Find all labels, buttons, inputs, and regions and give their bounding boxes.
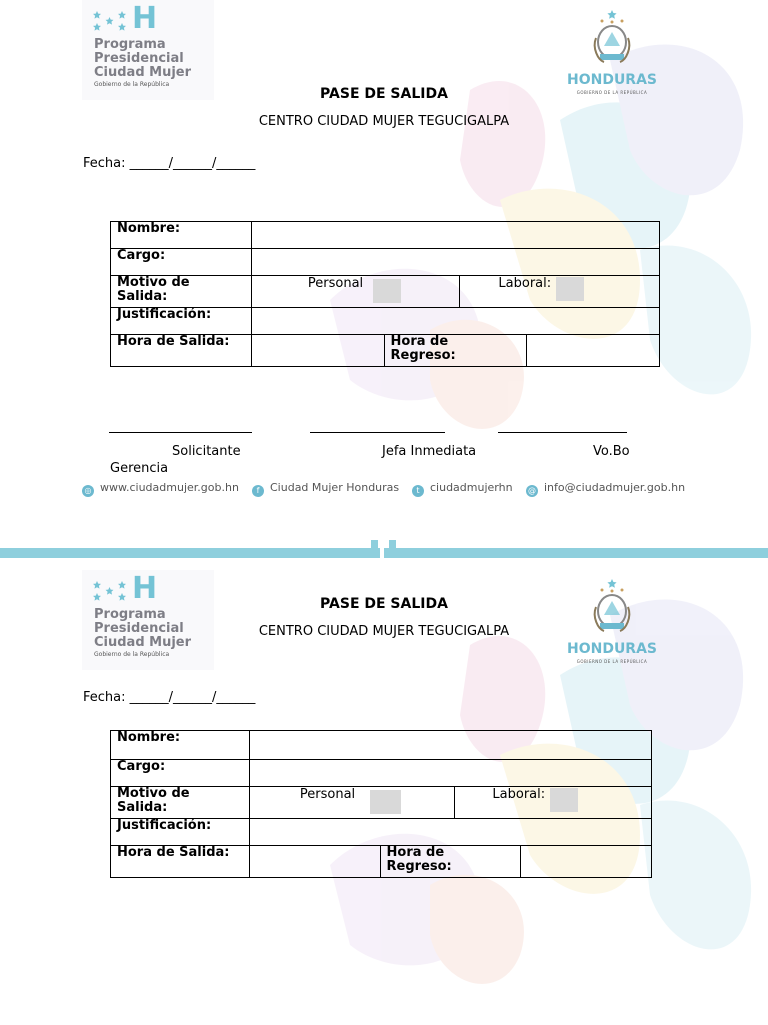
signature-label-vobo: Vo.Bo [593, 444, 630, 459]
footer-twitter-text: ciudadmujerhn [430, 481, 513, 494]
form2-justificacion-field[interactable] [249, 819, 651, 846]
form1-laboral-checkbox[interactable] [556, 277, 584, 301]
logo-text-line2: Presidencial [94, 51, 184, 66]
form1-motivo-line1: Motivo de [117, 275, 190, 290]
signature-line-vobo[interactable] [498, 432, 627, 433]
form1-row-horas [111, 335, 660, 367]
page-divider [0, 548, 768, 558]
form1-hora-regreso-label [384, 335, 527, 367]
form2-subtitle: CENTRO CIUDAD MUJER TEGUCIGALPA [258, 624, 510, 639]
form1-justificacion-label: Justificación: [111, 308, 252, 335]
form2-table [110, 730, 652, 878]
form2-personal-cell [249, 787, 455, 819]
signature-label-jefa: Jefa Inmediata [382, 444, 477, 459]
form2-hora-regreso-field[interactable] [521, 846, 652, 878]
form1-personal-cell [251, 276, 460, 308]
form2-row-motivo [111, 787, 652, 819]
twitter-icon: t [412, 485, 424, 497]
form2-hora-regreso-line1: Hora de [386, 845, 445, 860]
signature-label-gerencia: Gerencia [110, 461, 169, 476]
form2-personal-label: Personal [299, 787, 356, 802]
form2-motivo-label [111, 787, 250, 819]
form2-hora-salida-field[interactable] [249, 846, 380, 878]
email-icon: @ [528, 486, 536, 495]
stars-icon [92, 8, 132, 34]
form1-hora-salida-field[interactable] [251, 335, 384, 367]
logo-text-line2: Presidencial [94, 621, 184, 636]
divider-gap [380, 548, 384, 558]
honduras-sub: GOBIERNO DE LA REPÚBLICA [576, 659, 648, 664]
form1-hora-regreso-line2: Regreso: [390, 348, 456, 363]
form2-hora-regreso-label [380, 846, 521, 878]
honduras-wordmark: HONDURAS [566, 72, 658, 88]
form1-row-justificacion [111, 308, 660, 335]
form2-fecha: Fecha: ______/______/______ [83, 690, 256, 705]
form1-hora-salida-label: Hora de Salida: [111, 335, 252, 367]
form2-title: PASE DE SALIDA [320, 596, 448, 612]
form1-subtitle: CENTRO CIUDAD MUJER TEGUCIGALPA [258, 114, 510, 129]
divider-tab-left [371, 540, 378, 548]
logo-text-line3: Ciudad Mujer [94, 65, 192, 80]
form2-laboral-cell [455, 787, 652, 819]
form2-laboral-label: Laboral: [492, 787, 546, 802]
form1-laboral-label: Laboral: [498, 276, 552, 291]
form1-row-cargo [111, 249, 660, 276]
form1-justificacion-field[interactable] [251, 308, 659, 335]
form2-justificacion-label: Justificación: [111, 819, 250, 846]
form2-motivo-line1: Motivo de [117, 786, 190, 801]
logo-text-sub: Gobierno de la República [94, 651, 170, 658]
form1-title: PASE DE SALIDA [320, 86, 448, 102]
form1-personal-label: Personal [307, 276, 364, 291]
footer-email[interactable] [526, 481, 685, 497]
form1-cargo-field[interactable] [251, 249, 659, 276]
signature-line-jefa[interactable] [310, 432, 445, 433]
form2-nombre-label: Nombre: [111, 731, 250, 760]
form2-motivo-line2: Salida: [117, 800, 168, 815]
form2-hora-regreso-line2: Regreso: [386, 859, 452, 874]
logo-text-line1: Programa [94, 37, 166, 52]
footer-web[interactable] [82, 481, 239, 497]
form1-row-motivo [111, 276, 660, 308]
form1-fecha: Fecha: ______/______/______ [83, 156, 256, 171]
form1-hora-regreso-field[interactable] [527, 335, 660, 367]
form1-motivo-label [111, 276, 252, 308]
coat-of-arms-icon [590, 8, 634, 68]
footer-facebook[interactable] [252, 481, 399, 497]
form2-laboral-checkbox[interactable] [550, 788, 578, 812]
form2-cargo-field[interactable] [249, 760, 651, 787]
form1-hora-regreso-line1: Hora de [390, 334, 449, 349]
logo-h-mark: H [132, 571, 158, 606]
signature-label-solicitante: Solicitante [172, 444, 241, 459]
form2-hora-salida-label: Hora de Salida: [111, 846, 250, 878]
contact-footer [80, 478, 700, 498]
footer-twitter[interactable] [412, 481, 513, 497]
form2-nombre-field[interactable] [249, 731, 651, 760]
logo-ciudad-mujer [82, 0, 214, 100]
signature-line-solicitante[interactable] [109, 432, 252, 433]
form2-row-justificacion [111, 819, 652, 846]
divider-tab-right [389, 540, 396, 548]
form1-personal-checkbox[interactable] [373, 279, 401, 303]
logo-text-line3: Ciudad Mujer [94, 635, 192, 650]
facebook-icon: f [252, 485, 264, 497]
logo-text-sub: Gobierno de la República [94, 81, 170, 88]
form2-personal-checkbox[interactable] [370, 790, 401, 814]
honduras-wordmark: HONDURAS [566, 641, 658, 657]
form2-row-horas [111, 846, 652, 878]
form1-laboral-cell [460, 276, 660, 308]
footer-web-text: www.ciudadmujer.gob.hn [100, 481, 239, 494]
logo-ciudad-mujer-2 [82, 570, 214, 670]
form1-cargo-label: Cargo: [111, 249, 252, 276]
form1-row-nombre [111, 222, 660, 249]
globe-icon: ◎ [82, 485, 94, 497]
form1-motivo-line2: Salida: [117, 289, 168, 304]
form2-row-cargo [111, 760, 652, 787]
form1-nombre-field[interactable] [251, 222, 659, 249]
footer-email-text: info@ciudadmujer.gob.hn [544, 481, 686, 494]
form1-table [110, 221, 660, 367]
logo-h-mark: H [132, 1, 158, 36]
form2-cargo-label: Cargo: [111, 760, 250, 787]
footer-facebook-text: Ciudad Mujer Honduras [270, 481, 400, 494]
honduras-sub: GOBIERNO DE LA REPÚBLICA [576, 90, 648, 95]
form1-nombre-label: Nombre: [111, 222, 252, 249]
logo-text-line1: Programa [94, 607, 166, 622]
form2-row-nombre [111, 731, 652, 760]
